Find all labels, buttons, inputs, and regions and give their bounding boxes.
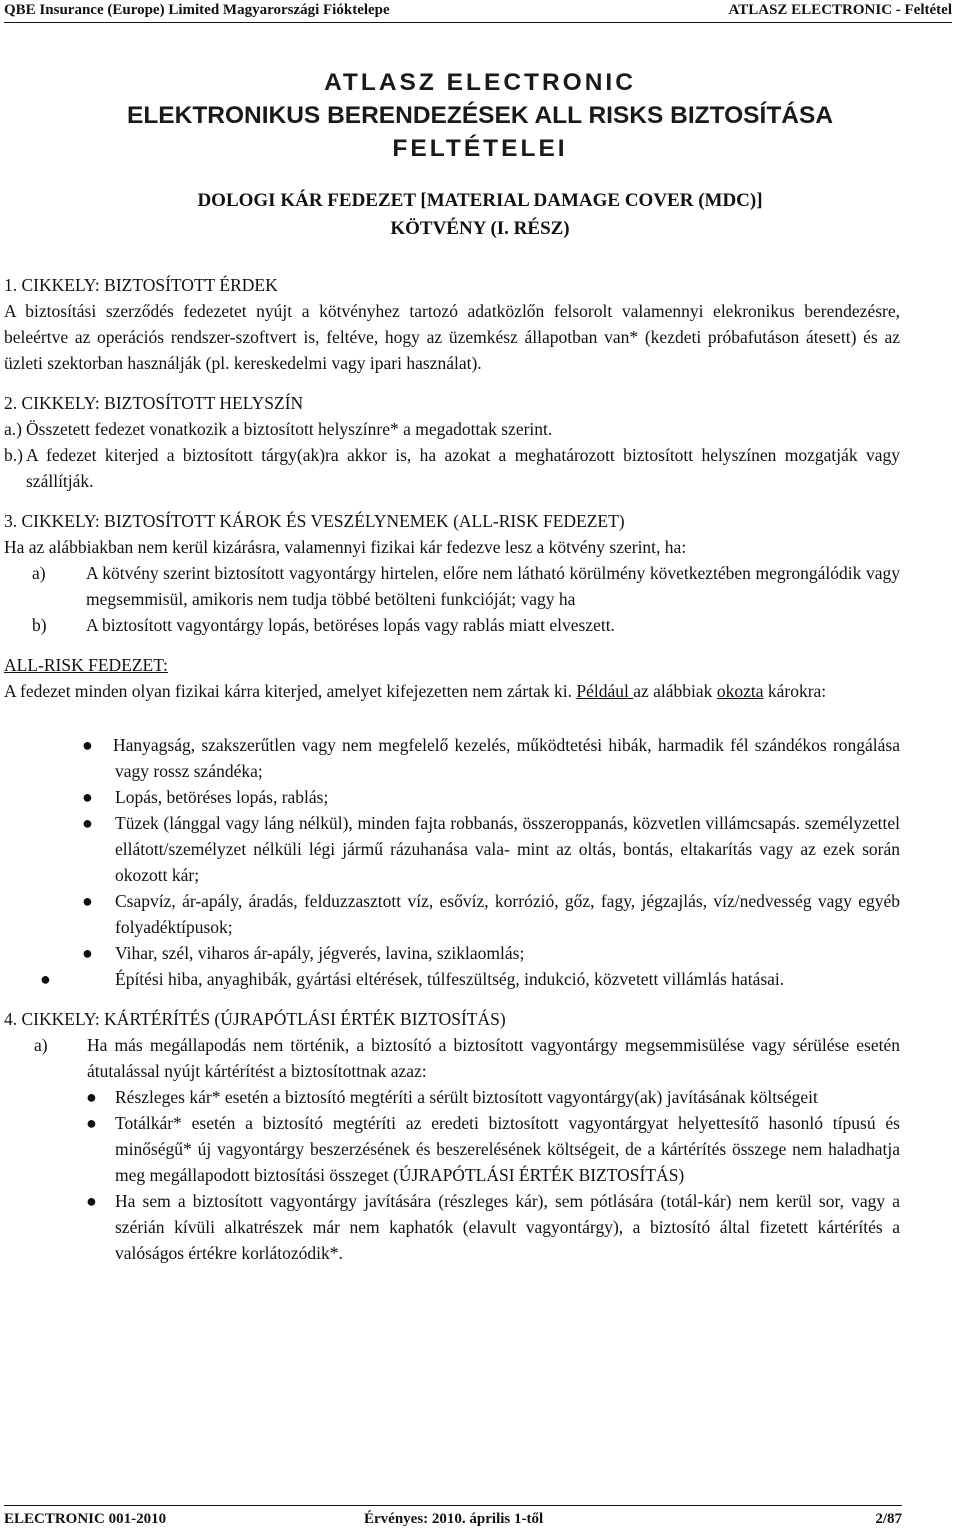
bullet-icon: ●	[82, 735, 93, 755]
title-line-3: FELTÉTELEI	[392, 135, 568, 162]
bullet-icon: ●	[86, 1113, 97, 1133]
section-2-heading: 2. CIKKELY: BIZTOSÍTOTT HELYSZÍN	[4, 393, 304, 413]
bullet-text: Hanyagság, szakszerűtlen vagy nem megfelelő kezelés, működtetési hibák, harmadik fél szándékos rongálása vagy rossz szándéka;	[113, 735, 900, 781]
item-marker: a.)	[4, 419, 22, 439]
document-title	[0, 66, 960, 165]
allrisk-bullet	[4, 888, 900, 940]
allrisk-text-part: károkra:	[763, 681, 827, 701]
item-text: A biztosított vagyontárgy lopás, betöréses lopás vagy rablás miatt elveszett.	[86, 615, 615, 635]
allrisk-bullet	[4, 940, 900, 966]
subtitle-line-2: KÖTVÉNY (I. RÉSZ)	[390, 218, 570, 239]
bullet-icon: ●	[82, 943, 93, 963]
allrisk-bullet	[4, 732, 900, 784]
allrisk-bullet	[4, 784, 900, 810]
bullet-text: Lopás, betöréses lopás, rablás;	[115, 787, 329, 807]
allrisk-bullet	[4, 810, 900, 888]
item-marker: a)	[32, 563, 46, 583]
subtitle-line-1: DOLOGI KÁR FEDEZET [MATERIAL DAMAGE COVER (MDC)]	[197, 190, 763, 211]
page-footer	[4, 1505, 902, 1528]
title-line-2: ELEKTRONIKUS BERENDEZÉSEK ALL RISKS BIZTOSÍTÁSA	[126, 102, 834, 129]
bullet-icon: ●	[86, 1191, 97, 1211]
section-4-heading: 4. CIKKELY: KÁRTÉRÍTÉS (ÚJRAPÓTLÁSI ÉRTÉK BIZTOSÍTÁS)	[4, 1009, 506, 1029]
document-body	[4, 272, 900, 1266]
allrisk-text-part: A fedezet minden olyan fizikai kárra kiterjed, amelyet kifejezetten nem zártak ki.	[4, 681, 577, 701]
bullet-text: Részleges kár* esetén a biztosító megtéríti a sérült biztosított vagyontárgy(ak) javításának költségeit	[115, 1087, 818, 1107]
page-header	[4, 0, 952, 23]
allrisk-text-underlined: okozta	[716, 681, 764, 701]
section-4-bullet	[4, 1084, 900, 1110]
section-1-heading: 1. CIKKELY: BIZTOSÍTOTT ÉRDEK	[4, 275, 278, 295]
allrisk-bullet-last	[4, 966, 900, 992]
bullet-text: Vihar, szél, viharos ár-apály, jégverés, lavina, sziklaomlás;	[115, 943, 525, 963]
item-text: A kötvény szerint biztosított vagyontárgy hirtelen, előre nem látható körülmény következtében megrongálódik vagy megsemmisül, amikoris nem tudja többé betölteni funkcióját; vagy ha	[86, 563, 900, 609]
bullet-icon: ●	[82, 891, 93, 911]
footer-validity: Érvényes: 2010. április 1-től	[364, 1511, 544, 1527]
bullet-text: Építési hiba, anyaghibák, gyártási eltérések, túlfeszültség, indukció, közvetett villámlás hatásai.	[115, 969, 785, 989]
bullet-icon: ●	[86, 1087, 97, 1107]
section-2-item-a	[4, 416, 900, 442]
section-4-bullet	[4, 1188, 900, 1266]
item-text: Ha más megállapodás nem történik, a biztosító a biztosított vagyontárgy megsemmisülése vagy sérülése esetén átutalással nyújt kártérítést a biztosítottnak azaz:	[87, 1035, 900, 1081]
bullet-text: Tüzek (lánggal vagy láng nélkül), minden fajta robbanás, összeroppanás, közvetlen villámcsapás. személyzettel ellátott/személyzet nélküli légi jármű rázuhanása vala- mint az oltás, bontás, eltakarítás vagy az ezek során okozott kár;	[115, 813, 900, 885]
bullet-icon: ●	[82, 813, 93, 833]
section-3-item-a	[4, 560, 900, 612]
footer-document-code: ELECTRONIC 001-2010	[4, 1511, 167, 1527]
item-marker: a)	[34, 1035, 48, 1055]
header-document-name: ATLASZ ELECTRONIC - Feltétel	[728, 2, 952, 18]
allrisk-text-part: az alábbiak	[633, 681, 717, 701]
item-text: Összetett fedezet vonatkozik a biztosított helyszínre* a megadottak szerint.	[26, 419, 553, 439]
bullet-icon: ●	[82, 787, 93, 807]
section-3-heading: 3. CIKKELY: BIZTOSÍTOTT KÁROK ÉS VESZÉLYNEMEK (ALL-RISK FEDEZET)	[4, 511, 625, 531]
footer-page-number: 2/87	[875, 1511, 902, 1527]
section-3-intro: Ha az alábbiakban nem kerül kizárásra, valamennyi fizikai kár fedezve lesz a kötvény szerint, ha:	[4, 537, 687, 557]
section-1-text: A biztosítási szerződés fedezetet nyújt a kötvényhez tartozó adatközlőn felsorolt valamennyi elekronikus berendezésre, beleértve az operációs rendszer-szoftvert is, feltéve, hogy az üzemkész állapotban van* (kezdeti próbafutáson átesett) és az üzleti szektorban használják (pl. kereskedelmi vagy ipari használat).	[4, 301, 900, 373]
allrisk-text-underlined: Például	[576, 681, 634, 701]
header-company: QBE Insurance (Europe) Limited Magyarországi Fióktelepe	[4, 2, 390, 18]
document-subtitle	[0, 187, 960, 243]
allrisk-heading: ALL-RISK FEDEZET:	[4, 655, 168, 675]
section-4-body	[4, 1032, 900, 1084]
item-marker: b)	[32, 615, 47, 635]
bullet-text: Totálkár* esetén a biztosító megtéríti az eredeti biztosított vagyontárgyat helyettesítő hasonló típusú és minőségű* új vagyontárgy beszerzésének és beszerelésének költségeit, de a kártérítés összege nem haladhatja meg megállapodott biztosítási összeget (ÚJRAPÓTLÁSI ÉRTÉK BIZTOSÍTÁS)	[115, 1113, 900, 1185]
bullet-text: Csapvíz, ár-apály, áradás, felduzzasztott víz, esővíz, korrózió, gőz, fagy, jégzajlás, víz/nedvesség vagy egyéb folyadéktípusok;	[115, 891, 900, 937]
section-4-item-a	[34, 1032, 900, 1084]
title-line-1: ATLASZ ELECTRONIC	[324, 69, 636, 96]
item-text: A fedezet kiterjed a biztosított tárgy(ak)ra akkor is, ha azokat a meghatározott biztosított helyszínen mozgatják vagy szállítják.	[26, 445, 900, 491]
bullet-text: Ha sem a biztosított vagyontárgy javítására (részleges kár), sem pótlására (totál-kár) nem kerül sor, vagy a szérián kívüli alkatrészek már nem kaphatók (elavult vagyontárgy), a biztosító által fizetett kártérítés a valóságos értékre korlátozódik*.	[115, 1191, 900, 1263]
item-marker: b.)	[4, 445, 23, 465]
section-2-item-b	[4, 442, 900, 494]
section-4-bullet	[4, 1110, 900, 1188]
allrisk-text	[4, 678, 900, 704]
section-3-item-b	[4, 612, 900, 638]
bullet-icon: ●	[40, 969, 51, 989]
